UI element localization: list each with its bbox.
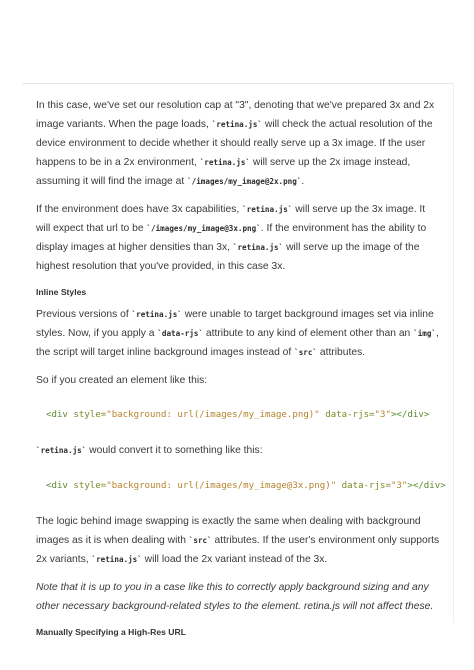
inline-code: `retina.js` [242,205,293,214]
heading-inline-styles: Inline Styles [36,287,87,297]
paragraph-previous-versions: Previous versions of `retina.js` were unable to target background images set via inline styles. Now, if you apply a `data-rjs` attribute to any kind of element other than an `img`, the script will target inline background images instead of `src` attributes. [36,309,439,358]
heading-manual-high-res-url: Manually Specifying a High-Res URL [36,627,186,637]
code-block-converted: <div style="background: url(/images/my_image@3x.png)" data-rjs="3"></div> [46,481,446,491]
article-body [36,96,446,638]
code-block-original: <div style="background: url(/images/my_image.png)" data-rjs="3"></div> [46,410,430,420]
inline-code: `retina.js` [36,446,87,455]
inline-code: `retina.js` [199,158,251,167]
inline-code: `retina.js` [232,243,284,252]
inline-code: `src` [294,348,317,357]
inline-code: `img` [413,329,436,338]
paragraph-3x-capabilities: If the environment does have 3x capabilities, `retina.js` will serve up the 3x image. It will expect that url to be `/images/my_image@3x.png`. If the environment has the ability to display images at higher densities than 3x, `retina.js` will serve up the image of the highest resolution that you've provided, in this case 3x. [36,204,427,272]
inline-code: `data-rjs` [157,329,204,338]
inline-code: `retina.js` [131,310,182,319]
paragraph-resolution-cap: In this case, we've set our resolution cap at "3", denoting that we've prepared 3x and 2x image variants. When the page loads, `retina.js` will check the actual resolution of the device environment to decide whether it should really serve up a 3x image. If the user happens to be in a 2x environment, `retina.js` will serve up the 2x image instead, assuming it will find the image at `/images/my_image@2x.png`. [36,100,435,187]
inline-code: `retina.js` [91,555,142,564]
paragraph-element-like-this: So if you created an element like this: [36,375,208,386]
note-background-sizing: Note that it is up to you in a case like this to correctly apply background sizing and any other necessary background-related styles to the element. retina.js will not affect these. [36,582,434,612]
paragraph-logic-behind-swapping: The logic behind image swapping is exactly the same when dealing with background images as it is when dealing with `src` attributes. If the user's environment only supports 2x variants, `retina.js` will load the 2x variant instead of the 3x. [36,516,440,565]
inline-code: `retina.js` [211,120,263,129]
paragraph-would-convert: `retina.js` would convert it to something like this: [36,445,263,456]
inline-code: `/images/my_image@2x.png` [187,177,302,186]
inline-code: `src` [188,536,212,545]
inline-code: `/images/my_image@3x.png` [146,224,261,233]
